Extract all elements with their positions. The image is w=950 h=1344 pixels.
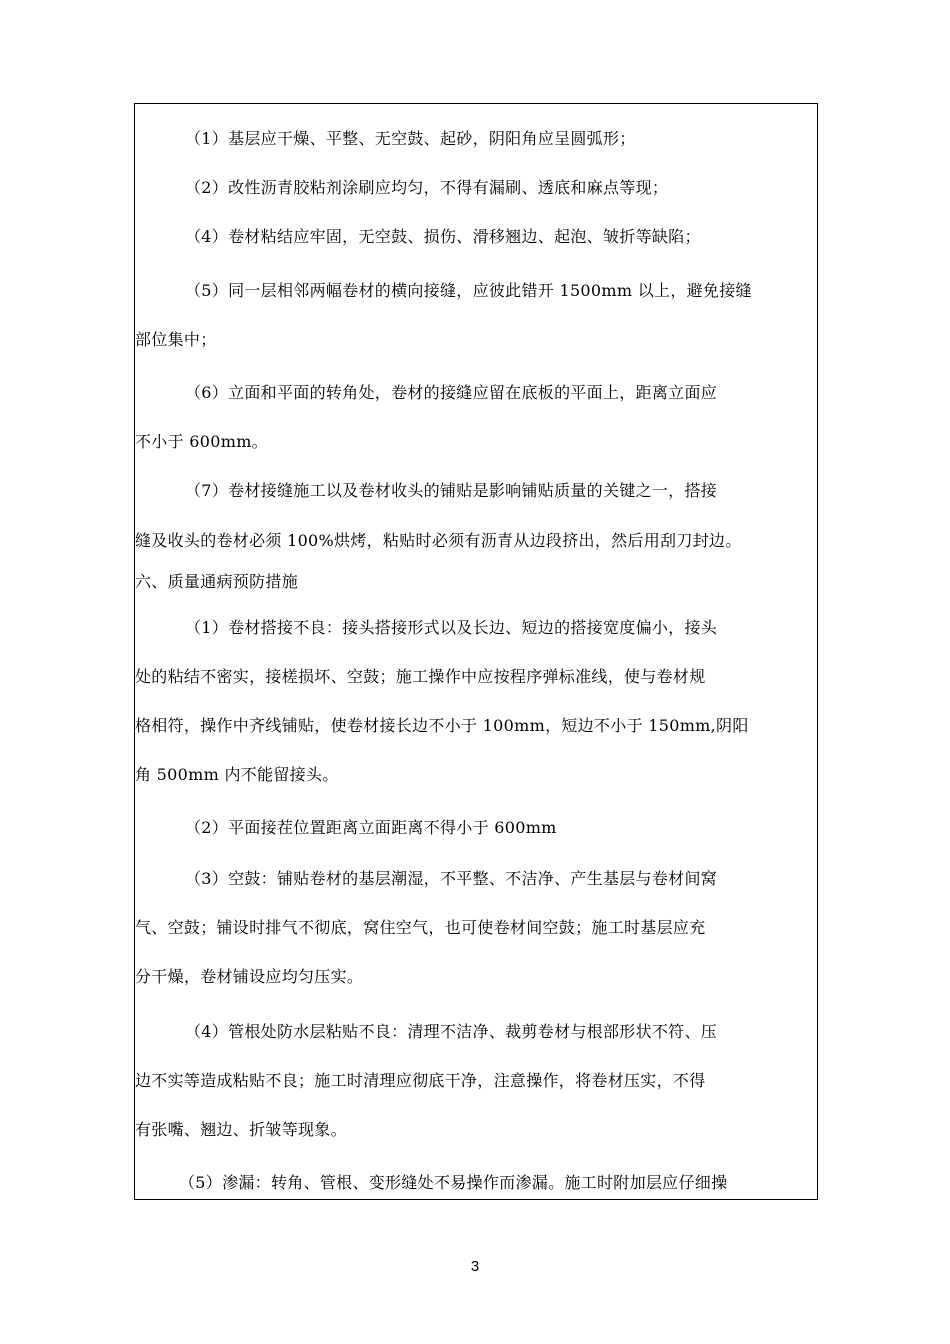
text-line: （2）改性沥青胶粘剂涂刷应均匀，不得有漏刷、透底和麻点等现； — [185, 178, 669, 197]
text-line: 部位集中； — [135, 330, 217, 349]
text-line: （1）基层应干燥、平整、无空鼓、起砂，阴阳角应呈圆弧形； — [185, 129, 636, 148]
text-line: 分干燥，卷材铺设应均匀压实。 — [135, 967, 364, 986]
text-line: （7）卷材接缝施工以及卷材收头的铺贴是影响铺贴质量的关键之一，搭接 — [185, 481, 718, 500]
text-line: （6）立面和平面的转角处，卷材的接缝应留在底板的平面上，距离立面应 — [185, 383, 718, 402]
content-frame — [134, 103, 818, 1200]
text-line: （1）卷材搭接不良：接头搭接形式以及长边、短边的搭接宽度偏小，接头 — [185, 618, 718, 637]
text-line: （5）同一层相邻两幅卷材的横向接缝，应彼此错开 1500mm 以上，避免接缝 — [185, 281, 752, 300]
text-line: 处的粘结不密实，接槎损坏、空鼓；施工操作中应按程序弹标准线，使与卷材规 — [135, 667, 706, 686]
text-line: （4）管根处防水层粘贴不良：清理不洁净、裁剪卷材与根部形状不符、压 — [185, 1022, 718, 1041]
text-line: 角 500mm 内不能留接头。 — [135, 765, 339, 784]
text-line: 格相符，操作中齐线铺贴，使卷材接长边不小于 100mm，短边不小于 150mm,阴阳 — [135, 716, 749, 735]
text-line: （5）渗漏：转角、管根、变形缝处不易操作而渗漏。施工时附加层应仔细操 — [179, 1173, 728, 1192]
text-line: 缝及收头的卷材必须 100%烘烤，粘贴时必须有沥青从边段挤出，然后用刮刀封边。 — [135, 531, 742, 550]
text-line: 气、空鼓；铺设时排气不彻底，窝住空气，也可使卷材间空鼓；施工时基层应充 — [135, 918, 706, 937]
text-line: 不小于 600mm。 — [135, 432, 268, 451]
page-number: 3 — [470, 1258, 480, 1275]
text-line: （3）空鼓：铺贴卷材的基层潮湿，不平整、不洁净、产生基层与卷材间窝 — [185, 869, 718, 888]
text-line: 有张嘴、翘边、折皱等现象。 — [135, 1120, 347, 1139]
text-line: （4）卷材粘结应牢固，无空鼓、损伤、滑移翘边、起泡、皱折等缺陷； — [185, 227, 701, 246]
text-line: （2）平面接茬位置距离立面距离不得小于 600mm — [185, 818, 557, 837]
section-heading: 六、质量通病预防措施 — [135, 572, 299, 591]
text-line: 边不实等造成粘贴不良；施工时清理应彻底干净，注意操作，将卷材压实，不得 — [135, 1071, 706, 1090]
